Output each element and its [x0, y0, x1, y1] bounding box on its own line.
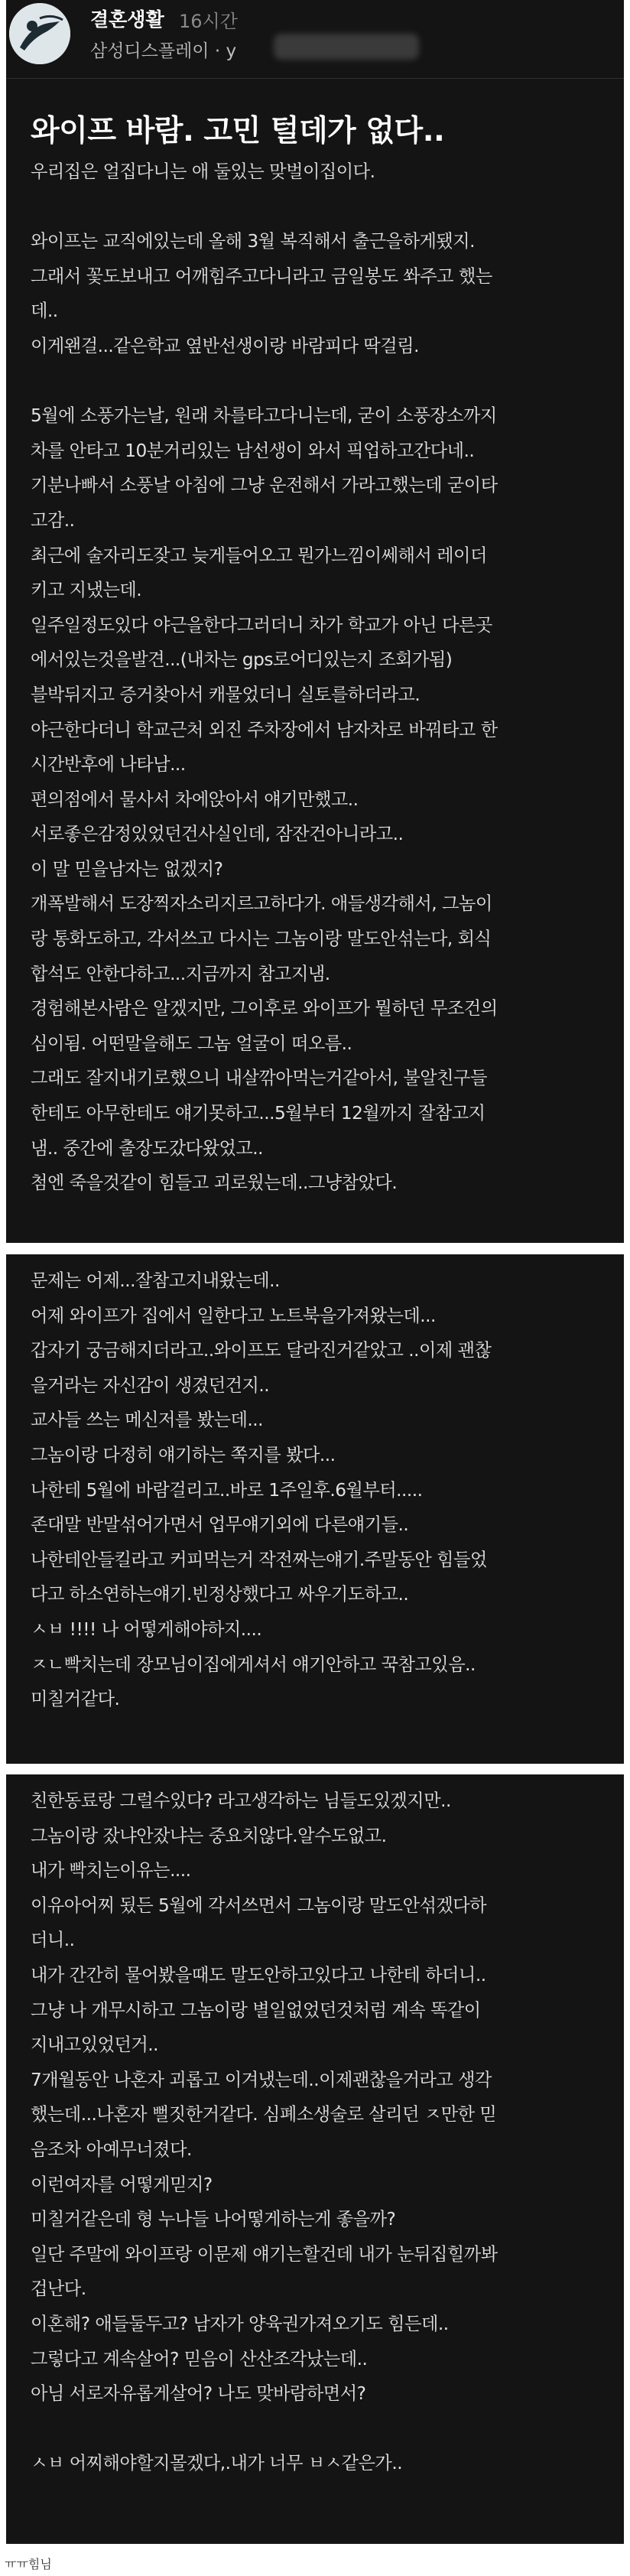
body-line: 일단 주말에 와이프랑 이문제 얘기는할건데 내가 눈뒤집힐까봐 [31, 2243, 498, 2265]
avatar-wedding-icon [9, 3, 70, 64]
body-line: 에서있는것을발견...(내차는 gps로어디있는지 조회가됨) [31, 649, 453, 671]
body-line: 첨엔 죽을것같이 힘들고 괴로웠는데..그냥참았다. [31, 1173, 398, 1194]
body-line: 친한동료랑 그럴수있다? 라고생각하는 님들도있겠지만.. [31, 1791, 451, 1811]
body-line: 갑자기 궁금해지더라고..와이프도 달라진거같았고 ..이제 괜찮 [31, 1340, 492, 1361]
post-panel-3 [6, 1774, 624, 2544]
body-line: 이유아어찌 됬든 5월에 각서쓰면서 그놈이랑 말도안섞겠다하 [31, 1895, 487, 1916]
body-line [31, 2412, 610, 2447]
body-line: 어제 와이프가 집에서 일한다고 노트북을가져왔는데... [31, 1305, 436, 1326]
body-line: 을거라는 자신감이 생겼던건지.. [31, 1374, 270, 1396]
post-body-part-1 [31, 154, 610, 1201]
body-line: 랑 통화도하고, 각서쓰고 다시는 그놈이랑 말도안섞는다, 회식 [31, 929, 492, 950]
body-line: 나한테안들킬라고 커피먹는거 작전짜는얘기.주말동안 힘들었 [31, 1549, 487, 1570]
body-line: 5월에 소풍가는날, 원래 차를타고다니는데, 굳이 소풍장소까지 [31, 405, 497, 427]
post-panel-1 [6, 0, 624, 1243]
body-line: 그래서 꽃도보내고 어깨힘주고다니라고 금일봉도 쏴주고 했는 [31, 265, 492, 287]
body-line: 일주일정도있다 야근을한다그러더니 차가 학교가 아닌 다른곳 [31, 614, 492, 636]
body-line: 이혼해? 애들둘두고? 남자가 양육권가져오기도 힘든데.. [31, 2313, 449, 2334]
post-title: 와이프 바람. 고민 털데가 없다.. [31, 114, 445, 148]
body-line: 미칠거같다. [31, 1689, 120, 1710]
body-line: 경험해본사람은 알겠지만, 그이후로 와이프가 뭘하던 무조건의 [31, 998, 498, 1020]
body-line: ㅅㅂ !!!! 나 어떻게해야하지.... [31, 1618, 262, 1640]
body-line: 아님 서로자유롭게살어? 나도 맞바람하면서? [31, 2383, 366, 2405]
author-company: 삼성디스플레이 · y [90, 41, 237, 61]
body-line: 고감.. [31, 509, 75, 531]
post-body-part-2 [31, 1264, 610, 1717]
body-line: 더니.. [31, 1930, 75, 1951]
body-line: 차를 안타고 10분거리있는 남선생이 와서 픽업하고간다네.. [31, 440, 475, 461]
avatar[interactable] [9, 3, 70, 64]
body-line: 블박뒤지고 증거찾아서 캐물었더니 실토를하더라고. [31, 684, 421, 705]
body-line: 했는데...나혼자 뻘짓한거같다. 심폐소생술로 살리던 ㅈ만한 믿 [31, 2104, 497, 2126]
body-line: 냄.. 중간에 출장도갔다왔었고.. [31, 1137, 264, 1159]
body-line: 그놈이랑 다정히 얘기하는 쪽지를 봤다... [31, 1444, 336, 1465]
body-line: 이 말 믿을남자는 없겠지? [31, 858, 223, 880]
body-line: 키고 지냈는데. [31, 580, 142, 601]
body-line: 이게왠걸...같은학교 옆반선생이랑 바람피다 딱걸림. [31, 335, 419, 356]
body-line: 개폭발해서 도장찍자소리지르고하다가. 애들생각해서, 그놈이 [31, 893, 492, 915]
header-divider [6, 78, 624, 79]
blurred-region [274, 34, 419, 60]
body-line: 내가 간간히 물어봤을때도 말도안하고있다고 나한테 하더니.. [31, 1964, 486, 1986]
body-line: 지내고있었던거.. [31, 2034, 159, 2056]
body-line: 한테도 아무한테도 얘기못하고...5월부터 12월까지 잘참고지 [31, 1103, 485, 1124]
body-line: 최근에 술자리도잦고 늦게들어오고 뭔가느낌이쎄해서 레이더 [31, 545, 487, 566]
footer-caption: ㅠㅠ힘님 [5, 2557, 52, 2571]
body-line: 심이됨. 어떤말을해도 그놈 얼굴이 떠오름.. [31, 1033, 352, 1054]
author-name[interactable]: 결혼생활 [90, 8, 164, 31]
post-header [6, 0, 624, 78]
body-line [31, 190, 610, 225]
body-line: 겁난다. [31, 2278, 86, 2300]
body-line: 7개월동안 나혼자 괴롭고 이겨냈는데..이제괜찮을거라고 생각 [31, 2069, 492, 2090]
body-line: ㅈㄴ빡치는데 장모님이집에게셔서 얘기안하고 꾹참고있음.. [31, 1654, 476, 1675]
body-line: 야근한다더니 학교근처 외진 주차장에서 남자차로 바꿔타고 한 [31, 719, 498, 740]
body-line: 그냥 나 개무시하고 그놈이랑 별일없었던것처럼 계속 똑같이 [31, 1999, 481, 2021]
body-line: 그놈이랑 잤냐안잤냐는 중요치않다.알수도없고. [31, 1825, 387, 1846]
post-panel-2 [6, 1254, 624, 1764]
body-line: 우리집은 얼집다니는 애 둘있는 맞벌이집이다. [31, 161, 375, 182]
body-line: 내가 빡치는이유는.... [31, 1860, 191, 1882]
post-time: 16시간 [179, 11, 238, 32]
body-line: 서로좋은감정있었던건사실인데, 잠잔건아니라고.. [31, 824, 404, 845]
body-line: 그렇다고 계속살어? 믿음이 산산조각났는데.. [31, 2348, 368, 2369]
body-line: 문제는 어제...잘참고지내왔는데.. [31, 1270, 280, 1291]
body-line: 음조차 아예무너졌다. [31, 2139, 192, 2160]
body-line: 다고 하소연하는얘기.빈정상했다고 싸우기도하고.. [31, 1584, 409, 1605]
post-body-part-3 [31, 1784, 610, 2481]
body-line: ㅅㅂ 어찌해야할지몰겠다,.내가 너무 ㅂㅅ같은가.. [31, 2453, 403, 2474]
body-line [31, 364, 610, 399]
body-line: 기분나빠서 소풍날 아침에 그냥 운전해서 가라고했는데 굳이타 [31, 475, 498, 496]
body-line: 와이프는 교직에있는데 올해 3월 복직해서 출근을하게됐지. [31, 231, 476, 252]
body-line: 존대말 반말섞어가면서 업무얘기외에 다른얘기들.. [31, 1514, 409, 1536]
body-line: 데.. [31, 301, 58, 322]
body-line: 나한테 5월에 바람걸리고..바로 1주일후.6월부터..... [31, 1479, 423, 1501]
body-line: 교사들 쓰는 메신저를 봤는데... [31, 1410, 264, 1431]
body-line: 미칠거같은데 형 누나들 나어떻게하는게 좋을까? [31, 2209, 396, 2230]
body-line: 그래도 잘지내기로했으니 내살깎아먹는거같아서, 불알친구들 [31, 1068, 487, 1089]
body-line: 편의점에서 물사서 차에앉아서 얘기만했고.. [31, 789, 359, 810]
body-line: 합석도 안한다하고...지금까지 참고지냄. [31, 963, 330, 984]
body-line: 시간반후에 나타남... [31, 754, 186, 776]
body-line: 이런여자를 어떻게믿지? [31, 2174, 213, 2195]
